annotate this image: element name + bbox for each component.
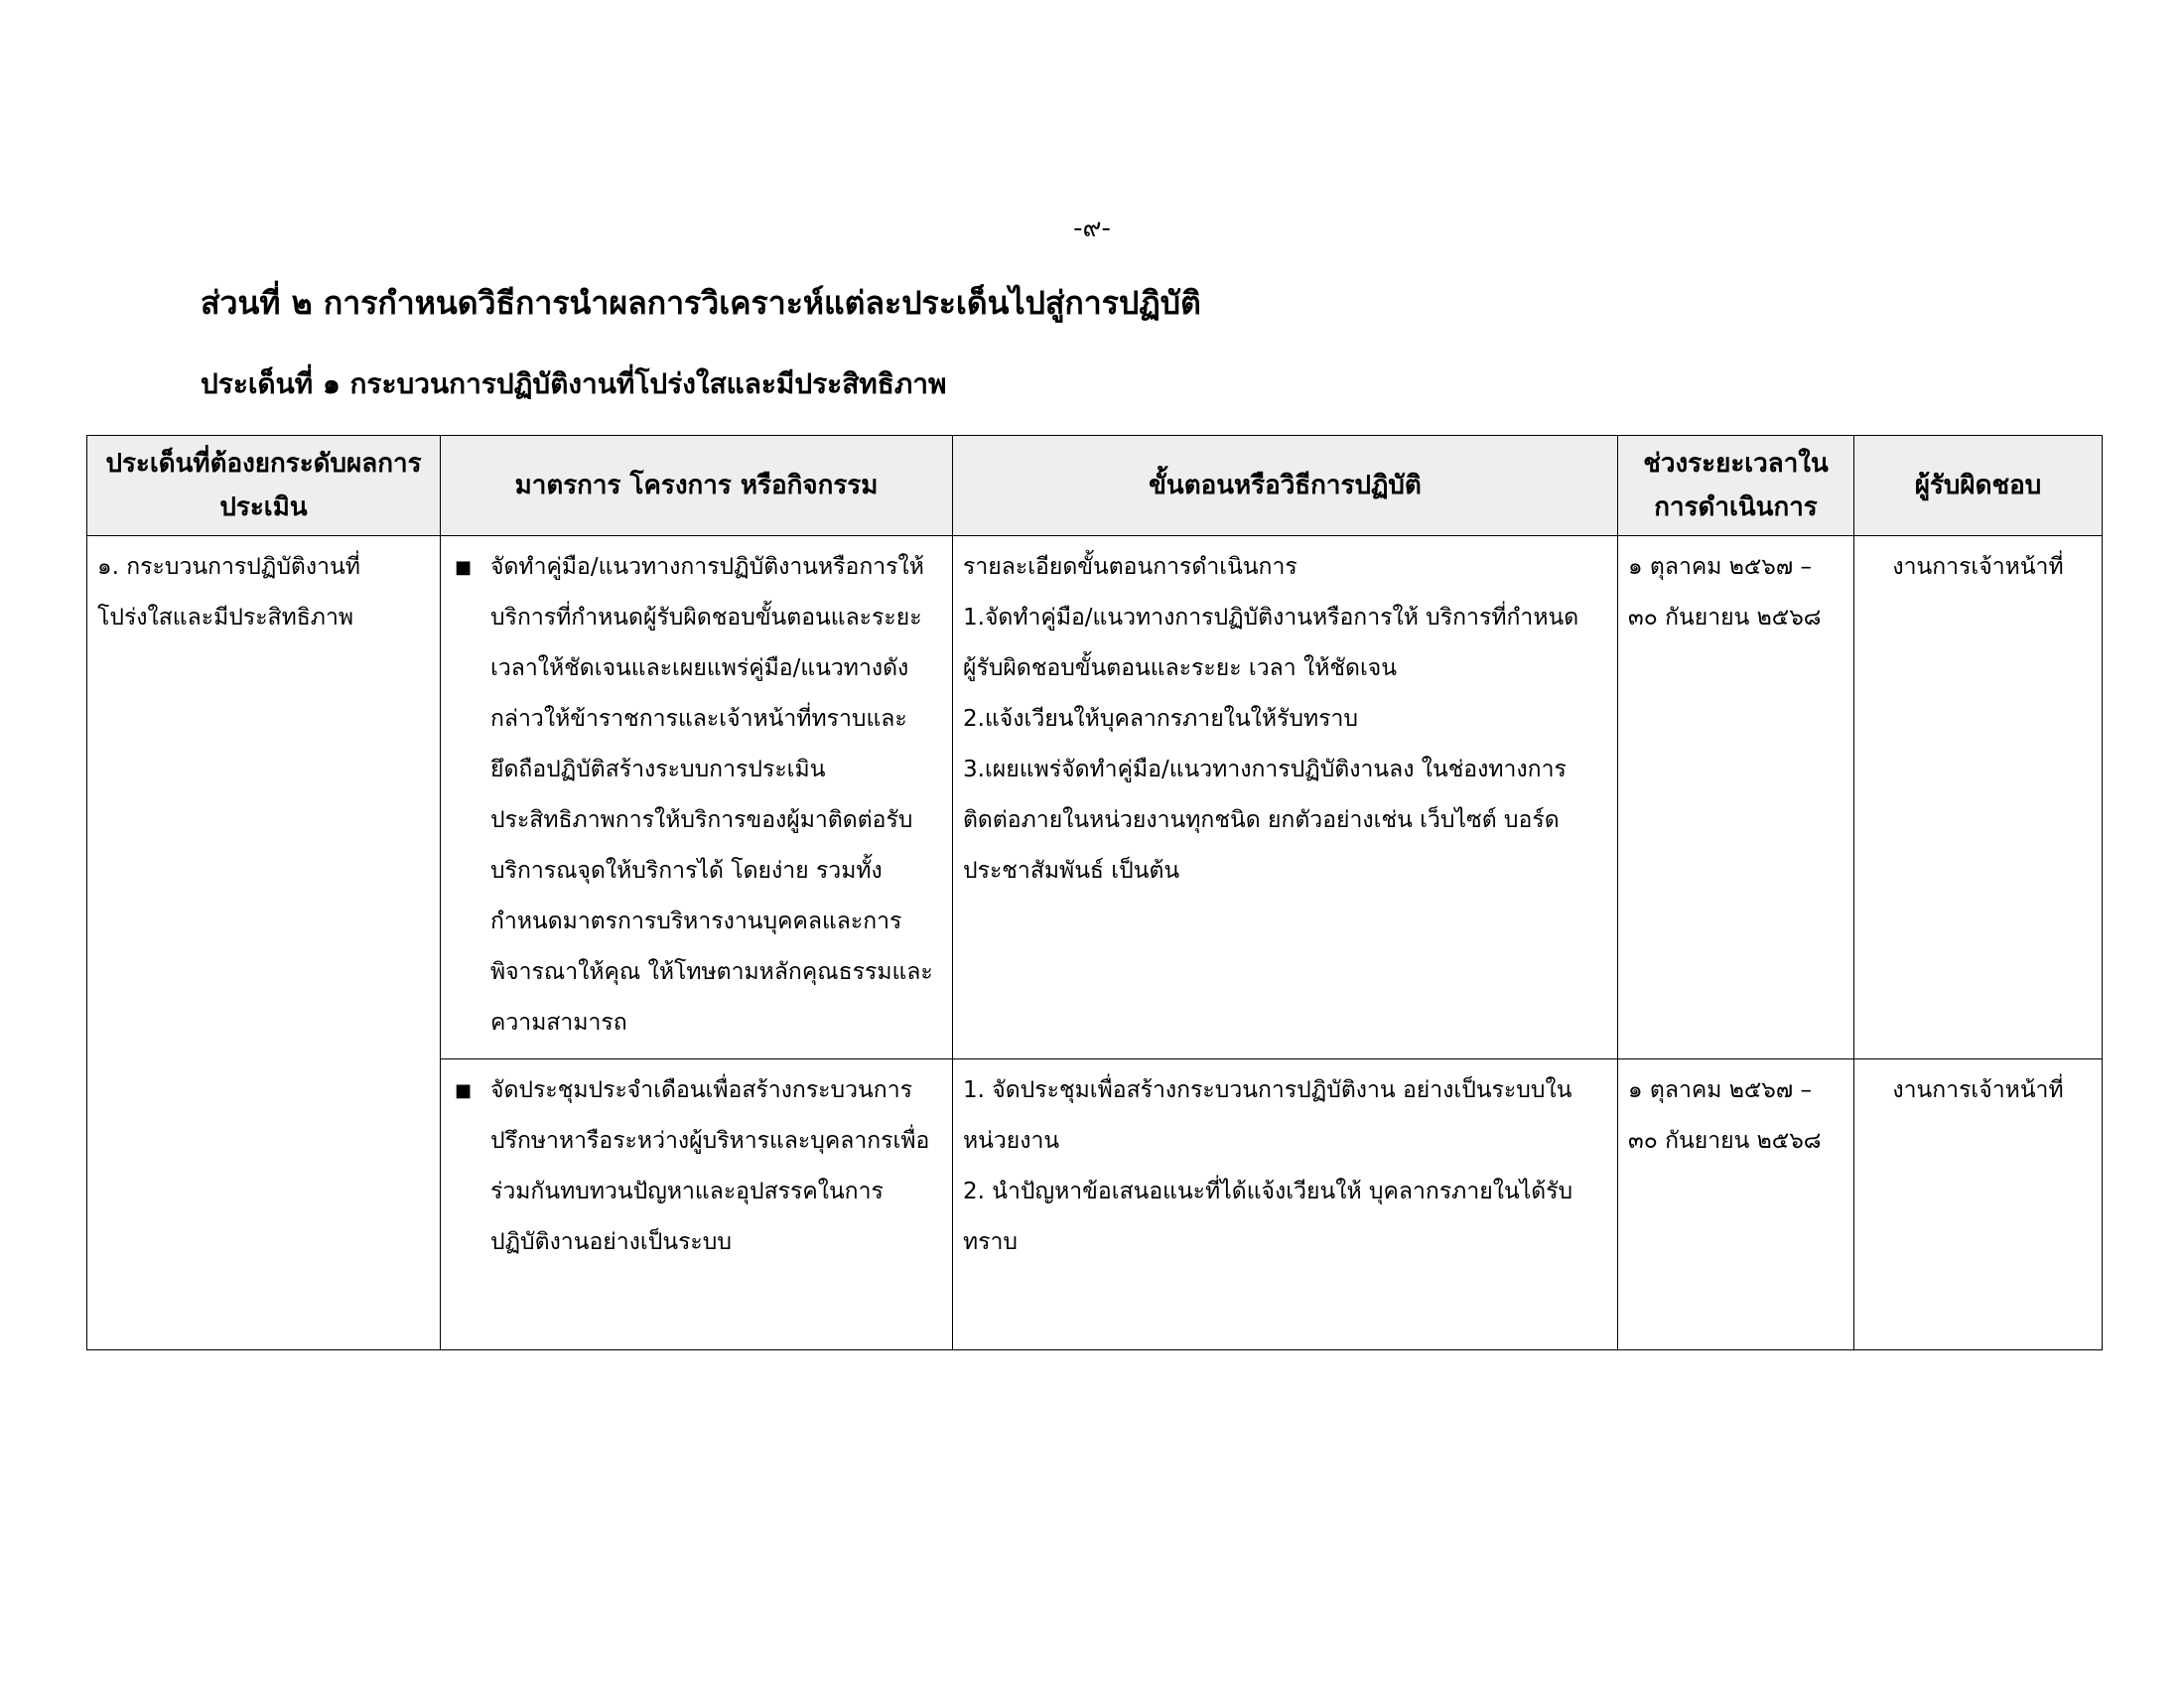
square-bullet-icon: ■ [455, 557, 473, 578]
steps-cell [953, 1059, 1618, 1350]
step-line: 2. นำปัญหาข้อเสนอแนะที่ได้แจ้งเวียนให้ บุคลากรภายในได้รับทราบ [963, 1179, 1573, 1255]
step-line: 2.แจ้งเวียนให้บุคลากรภายในให้รับทราบ [963, 706, 1358, 732]
measure-cell [441, 536, 953, 1059]
issue-cell: ๑. กระบวนการปฏิบัติงานที่โปร่งใสและมีประสิทธิภาพ [87, 536, 441, 1350]
step-line: 1.จัดทำคู่มือ/แนวทางการปฏิบัติงานหรือการให้ บริการที่กำหนดผู้รับผิดชอบขั้นตอนและระยะ เวลา ให้ชัดเจน [963, 605, 1579, 681]
step-line: รายละเอียดขั้นตอนการดำเนินการ [963, 554, 1297, 580]
steps-cell [953, 536, 1618, 1059]
table-header-row [87, 436, 2103, 536]
header-issue: ประเด็นที่ต้องยกระดับผลการประเมิน [87, 436, 441, 536]
measure-bullet-item [451, 1065, 942, 1268]
header-measure: มาตรการ โครงการ หรือกิจกรรม [441, 436, 953, 536]
table-row [87, 536, 2103, 1059]
owner-cell: งานการเจ้าหน้าที่ [1854, 1059, 2103, 1350]
action-plan-table [86, 435, 2103, 1350]
owner-cell: งานการเจ้าหน้าที่ [1854, 536, 2103, 1059]
measure-text: จัดทำคู่มือ/แนวทางการปฏิบัติงานหรือการให้บริการที่กำหนดผู้รับผิดชอบขั้นตอนและระยะเวลาให้ชัดเจนและเผยแพร่คู่มือ/แนวทางดังกล่าวให้ข้าราชการและเจ้าหน้าที่ทราบและยึดถือปฏิบัติสร้างระบบการประเมินประสิทธิภาพการให้บริการของผู้มาติดต่อรับบริการณจุดให้บริการได้ โดยง่าย รวมทั้งกำหนดมาตรการบริหารงานบุคคลและการพิจารณาให้คุณ ให้โทษตามหลักคุณธรรมและความสามารถ [490, 554, 933, 1036]
section-title: ส่วนที่ ๒ การกำหนดวิธีการนำผลการวิเคราะห์แต่ละประเด็นไปสู่การปฏิบัติ [201, 284, 1201, 322]
measure-text: จัดประชุมประจำเดือนเพื่อสร้างกระบวนการปรึกษาหารือระหว่างผู้บริหารและบุคลากรเพื่อร่วมกันทบทวนปัญหาและอุปสรรคในการปฏิบัติงานอย่างเป็นระบบ [490, 1077, 930, 1255]
timeframe-cell: ๑ ตุลาคม ๒๕๖๗ – ๓๐ กันยายน ๒๕๖๘ [1618, 536, 1854, 1059]
square-bullet-icon: ■ [455, 1080, 473, 1101]
header-owner: ผู้รับผิดชอบ [1854, 436, 2103, 536]
timeframe-cell: ๑ ตุลาคม ๒๕๖๗ – ๓๐ กันยายน ๒๕๖๘ [1618, 1059, 1854, 1350]
header-steps: ขั้นตอนหรือวิธีการปฏิบัติ [953, 436, 1618, 536]
step-line: 3.เผยแพร่จัดทำคู่มือ/แนวทางการปฏิบัติงานลง ในช่องทางการติดต่อภายในหน่วยงานทุกชนิด ยกตัวอย่างเช่น เว็บไซต์ บอร์ดประชาสัมพันธ์ เป็นต้น [963, 757, 1567, 884]
header-timeframe: ช่วงระยะเวลาในการดำเนินการ [1618, 436, 1854, 536]
measure-cell [441, 1059, 953, 1350]
measure-bullet-item [451, 542, 942, 1049]
issue-title: ประเด็นที่ ๑ กระบวนการปฏิบัติงานที่โปร่งใสและมีประสิทธิภาพ [201, 367, 947, 400]
page-number: -๙- [1073, 213, 1111, 243]
step-line: 1. จัดประชุมเพื่อสร้างกระบวนการปฏิบัติงาน อย่างเป็นระบบในหน่วยงาน [963, 1077, 1572, 1154]
